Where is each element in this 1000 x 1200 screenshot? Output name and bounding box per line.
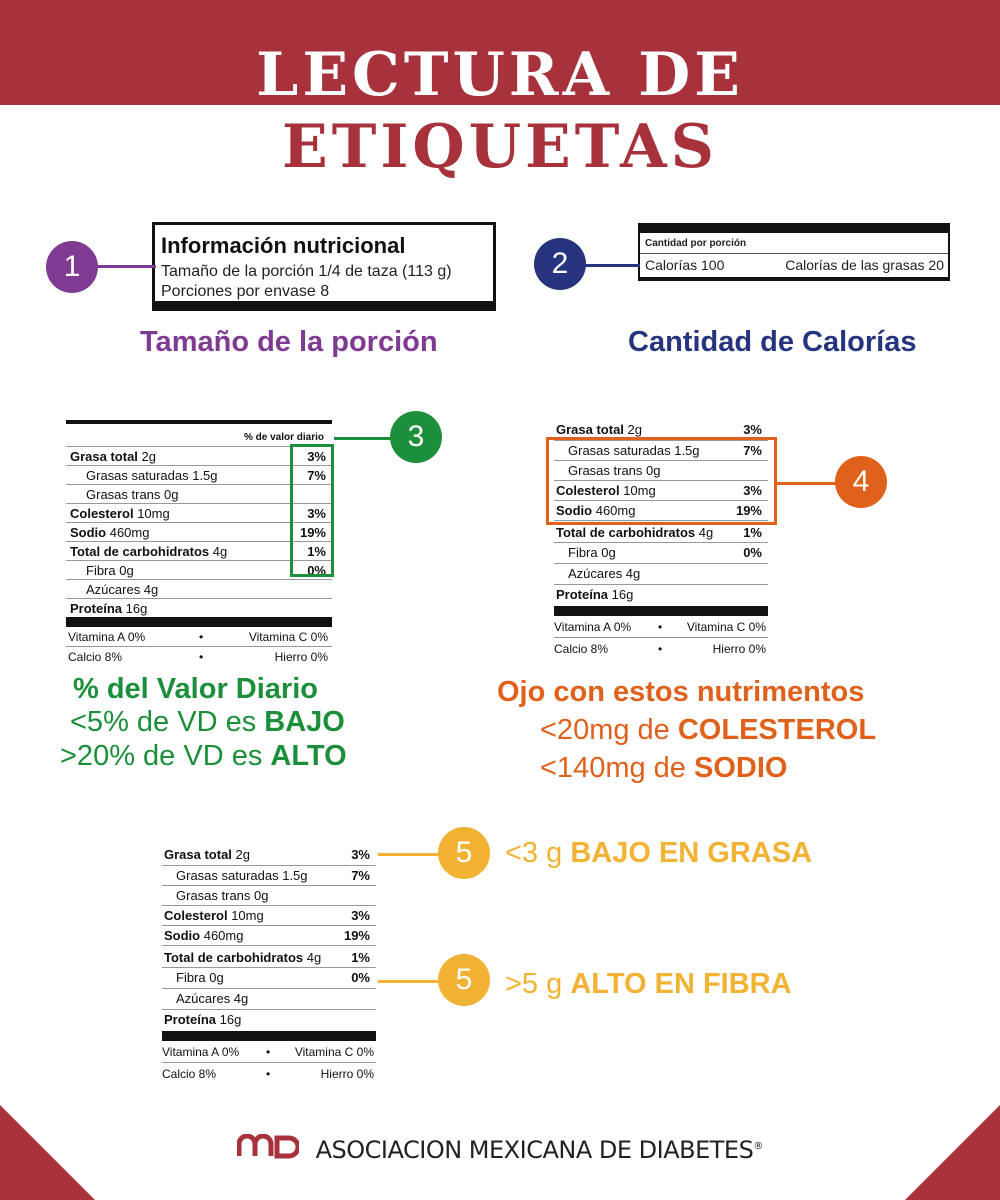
- label-bar: [155, 301, 493, 311]
- row-carbohidratos: [162, 948, 376, 968]
- nutrient-name: Fibra 0g: [86, 563, 134, 578]
- caption-watch-nutrients: Ojo con estos nutrimentos: [497, 676, 865, 708]
- rule-text: >5 g: [505, 968, 571, 1000]
- caption-calories: Cantidad de Calorías: [628, 326, 917, 358]
- rule-emphasis: SODIO: [693, 752, 788, 784]
- nutrient-dv: 3%: [351, 908, 370, 923]
- row-azucares: [554, 564, 768, 585]
- row-vitamins: [66, 627, 332, 647]
- nutrient-name: Grasa total: [70, 449, 138, 464]
- nutrient-dv: 1%: [743, 525, 762, 540]
- nutrient-name: Fibra 0g: [176, 970, 224, 985]
- row-fibra: [162, 968, 376, 989]
- nutrient-dv: 0%: [351, 970, 370, 985]
- nutrient-name: Total de carbohidratos: [556, 525, 696, 540]
- connector-5b: [378, 980, 440, 983]
- nutrition-label-header: [152, 222, 496, 311]
- nutrient-dv: 7%: [307, 468, 326, 483]
- nutrient-name: Colesterol: [70, 506, 134, 521]
- nutrient-name: Sodio: [70, 525, 107, 540]
- row-proteina: [66, 599, 332, 617]
- row-carbohidratos: [554, 523, 768, 543]
- nutrient-dv: 3%: [351, 847, 370, 862]
- nutrient-amount: 2g: [137, 449, 156, 464]
- label-title: Información nutricional: [161, 233, 406, 258]
- vitamin-c: Vitamina C 0%: [686, 620, 766, 634]
- dot: •: [266, 1067, 271, 1081]
- servings-per-container-line: Porciones por envase 8: [161, 283, 330, 300]
- calories-label: [638, 223, 950, 281]
- connector-1: [96, 265, 156, 268]
- row-vitamins: [554, 617, 768, 638]
- dot: •: [658, 620, 663, 634]
- nutrient-amount: 16g: [216, 1012, 242, 1027]
- nutrient-name: Grasas saturadas 1.5g: [176, 868, 308, 883]
- row-grasas-saturadas: [162, 866, 376, 886]
- nutrient-amount: 460mg: [592, 503, 636, 518]
- footer: [0, 1134, 1000, 1165]
- connector-3: [334, 437, 396, 440]
- label-bar: [554, 606, 768, 616]
- step-badge-4: 4: [835, 456, 887, 508]
- label-bar: [66, 617, 332, 627]
- nutrient-dv: 3%: [307, 506, 326, 521]
- nutrient-dv: 1%: [351, 950, 370, 965]
- nutrient-amount: 2g: [231, 847, 250, 862]
- row-sodio: [162, 926, 376, 946]
- nutrient-name: Grasas saturadas 1.5g: [86, 468, 218, 483]
- amd-logo-icon: [237, 1134, 299, 1165]
- row-proteina: [162, 1010, 376, 1030]
- dot: •: [658, 642, 663, 656]
- step-badge-2: 2: [534, 238, 586, 290]
- row-colesterol: [162, 906, 376, 926]
- rule-text: <20mg de: [540, 714, 678, 746]
- nutrient-dv: 3%: [307, 449, 326, 464]
- serving-size-line: Tamaño de la porción 1/4 de taza (113 g): [161, 263, 452, 280]
- dv-high-rule: [60, 740, 347, 773]
- highlight-nutrients: [546, 437, 777, 525]
- nutrient-name: Grasas trans 0g: [86, 487, 179, 502]
- step-badge-1: 1: [46, 241, 98, 293]
- nutrient-dv: 3%: [743, 483, 762, 498]
- row-minerals: [66, 647, 332, 662]
- nutrient-name: Azúcares 4g: [568, 566, 641, 581]
- low-fat-rule: [505, 837, 812, 870]
- rule-emphasis: ALTO: [270, 740, 347, 772]
- rule-text: <140mg de: [540, 752, 694, 784]
- sodium-rule: [540, 752, 787, 785]
- dot: •: [199, 650, 204, 664]
- nutrient-dv: 7%: [351, 868, 370, 883]
- organization-name: [316, 1136, 763, 1164]
- calcio: Calcio 8%: [68, 650, 123, 664]
- rule-emphasis: BAJO: [264, 706, 345, 738]
- nutrient-dv: 3%: [743, 422, 762, 437]
- nutrient-name: Total de carbohidratos: [164, 950, 304, 965]
- nutrient-dv: 7%: [743, 443, 762, 458]
- row-grasas-trans: [162, 886, 376, 906]
- row-minerals: [554, 639, 768, 657]
- nutrient-name: Azúcares 4g: [176, 991, 249, 1006]
- nutrition-table-5: [162, 845, 376, 1085]
- rule-text: >20% de VD es: [60, 740, 271, 772]
- dv-low-rule: [70, 706, 345, 739]
- nutrient-amount: 4g: [303, 950, 322, 965]
- high-fiber-rule: [505, 968, 792, 1001]
- vitamin-c: Vitamina C 0%: [248, 630, 328, 644]
- dot: •: [199, 630, 204, 644]
- nutrient-name: Azúcares 4g: [86, 582, 159, 597]
- label-bar: [66, 420, 332, 424]
- nutrient-amount: 460mg: [106, 525, 150, 540]
- nutrient-name: Proteína: [556, 587, 609, 602]
- nutrient-name: Proteína: [70, 601, 123, 616]
- nutrient-amount: 460mg: [200, 928, 244, 943]
- nutrient-name: Colesterol: [164, 908, 228, 923]
- caption-serving-size: Tamaño de la porción: [140, 326, 438, 358]
- row-azucares: [66, 580, 332, 599]
- nutrient-name: Grasa total: [164, 847, 232, 862]
- nutrient-name: Grasa total: [556, 422, 624, 437]
- row-minerals: [162, 1064, 376, 1082]
- nutrient-dv: 1%: [307, 544, 326, 559]
- nutrient-name: Fibra 0g: [568, 545, 616, 560]
- cholesterol-rule: [540, 714, 876, 747]
- nutrient-amount: 10mg: [227, 908, 264, 923]
- rule-text: <5% de VD es: [70, 706, 265, 738]
- calories-value: Calorías 100: [645, 257, 725, 273]
- page-title-line1: LECTURA DE: [256, 40, 744, 110]
- nutrient-name: Sodio: [164, 928, 201, 943]
- rule-emphasis: COLESTEROL: [677, 714, 877, 746]
- connector-5a: [378, 853, 440, 856]
- row-azucares: [162, 989, 376, 1010]
- nutrient-name: Grasas saturadas 1.5g: [568, 443, 700, 458]
- nutrient-name: Grasas trans 0g: [568, 463, 661, 478]
- nutrient-dv: 19%: [735, 503, 762, 518]
- label-bar: [640, 223, 948, 233]
- connector-4: [777, 482, 837, 485]
- org-text: ASOCIACION MEXICANA DE DIABETES: [315, 1135, 754, 1164]
- nutrient-name: Proteína: [164, 1012, 217, 1027]
- nutrient-name: Sodio: [556, 503, 593, 518]
- hierro: Hierro 0%: [712, 642, 766, 656]
- vitamin-a: Vitamina A 0%: [162, 1045, 240, 1059]
- caption-daily-value: % del Valor Diario: [73, 673, 318, 705]
- step-badge-3: 3: [390, 411, 442, 463]
- row-fibra: [554, 543, 768, 564]
- nutrient-amount: 4g: [209, 544, 228, 559]
- row-grasa-total: [162, 845, 376, 866]
- dv-header: % de valor diario: [243, 432, 324, 443]
- nutrient-amount: 16g: [122, 601, 148, 616]
- hierro: Hierro 0%: [320, 1067, 374, 1081]
- step-badge-5a: 5: [438, 827, 490, 879]
- nutrient-name: Total de carbohidratos: [70, 544, 210, 559]
- nutrient-dv: 19%: [299, 525, 326, 540]
- nutrient-dv: 0%: [307, 563, 326, 578]
- calcio: Calcio 8%: [162, 1067, 217, 1081]
- registered-mark: ®: [753, 1140, 763, 1152]
- vitamin-c: Vitamina C 0%: [294, 1045, 374, 1059]
- divider: [640, 253, 948, 254]
- rule-emphasis: ALTO EN FIBRA: [570, 968, 792, 1000]
- rule-emphasis: BAJO EN GRASA: [570, 837, 813, 869]
- nutrient-amount: 10mg: [133, 506, 170, 521]
- label-bar: [162, 1031, 376, 1041]
- label-bar: [640, 277, 948, 281]
- vitamin-a: Vitamina A 0%: [68, 630, 146, 644]
- nutrient-amount: 16g: [608, 587, 634, 602]
- vitamin-a: Vitamina A 0%: [554, 620, 632, 634]
- row-vitamins: [162, 1042, 376, 1063]
- page-title-line2: ETIQUETAS: [281, 112, 719, 182]
- nutrient-amount: 2g: [623, 422, 642, 437]
- nutrient-name: Colesterol: [556, 483, 620, 498]
- dot: •: [266, 1045, 271, 1059]
- rule-text: <3 g: [505, 837, 571, 869]
- nutrient-dv: 0%: [743, 545, 762, 560]
- nutrient-amount: 4g: [695, 525, 714, 540]
- row-proteina: [554, 585, 768, 605]
- step-badge-5b: 5: [438, 954, 490, 1006]
- fat-calories-value: Calorías de las grasas 20: [785, 257, 944, 273]
- nutrient-name: Grasas trans 0g: [176, 888, 269, 903]
- nutrient-amount: 10mg: [619, 483, 656, 498]
- calcio: Calcio 8%: [554, 642, 609, 656]
- highlight-dv-column: [290, 444, 334, 577]
- amount-per-serving: Cantidad por porción: [645, 238, 747, 249]
- nutrient-dv: 19%: [343, 928, 370, 943]
- connector-2: [580, 264, 640, 267]
- hierro: Hierro 0%: [274, 650, 328, 664]
